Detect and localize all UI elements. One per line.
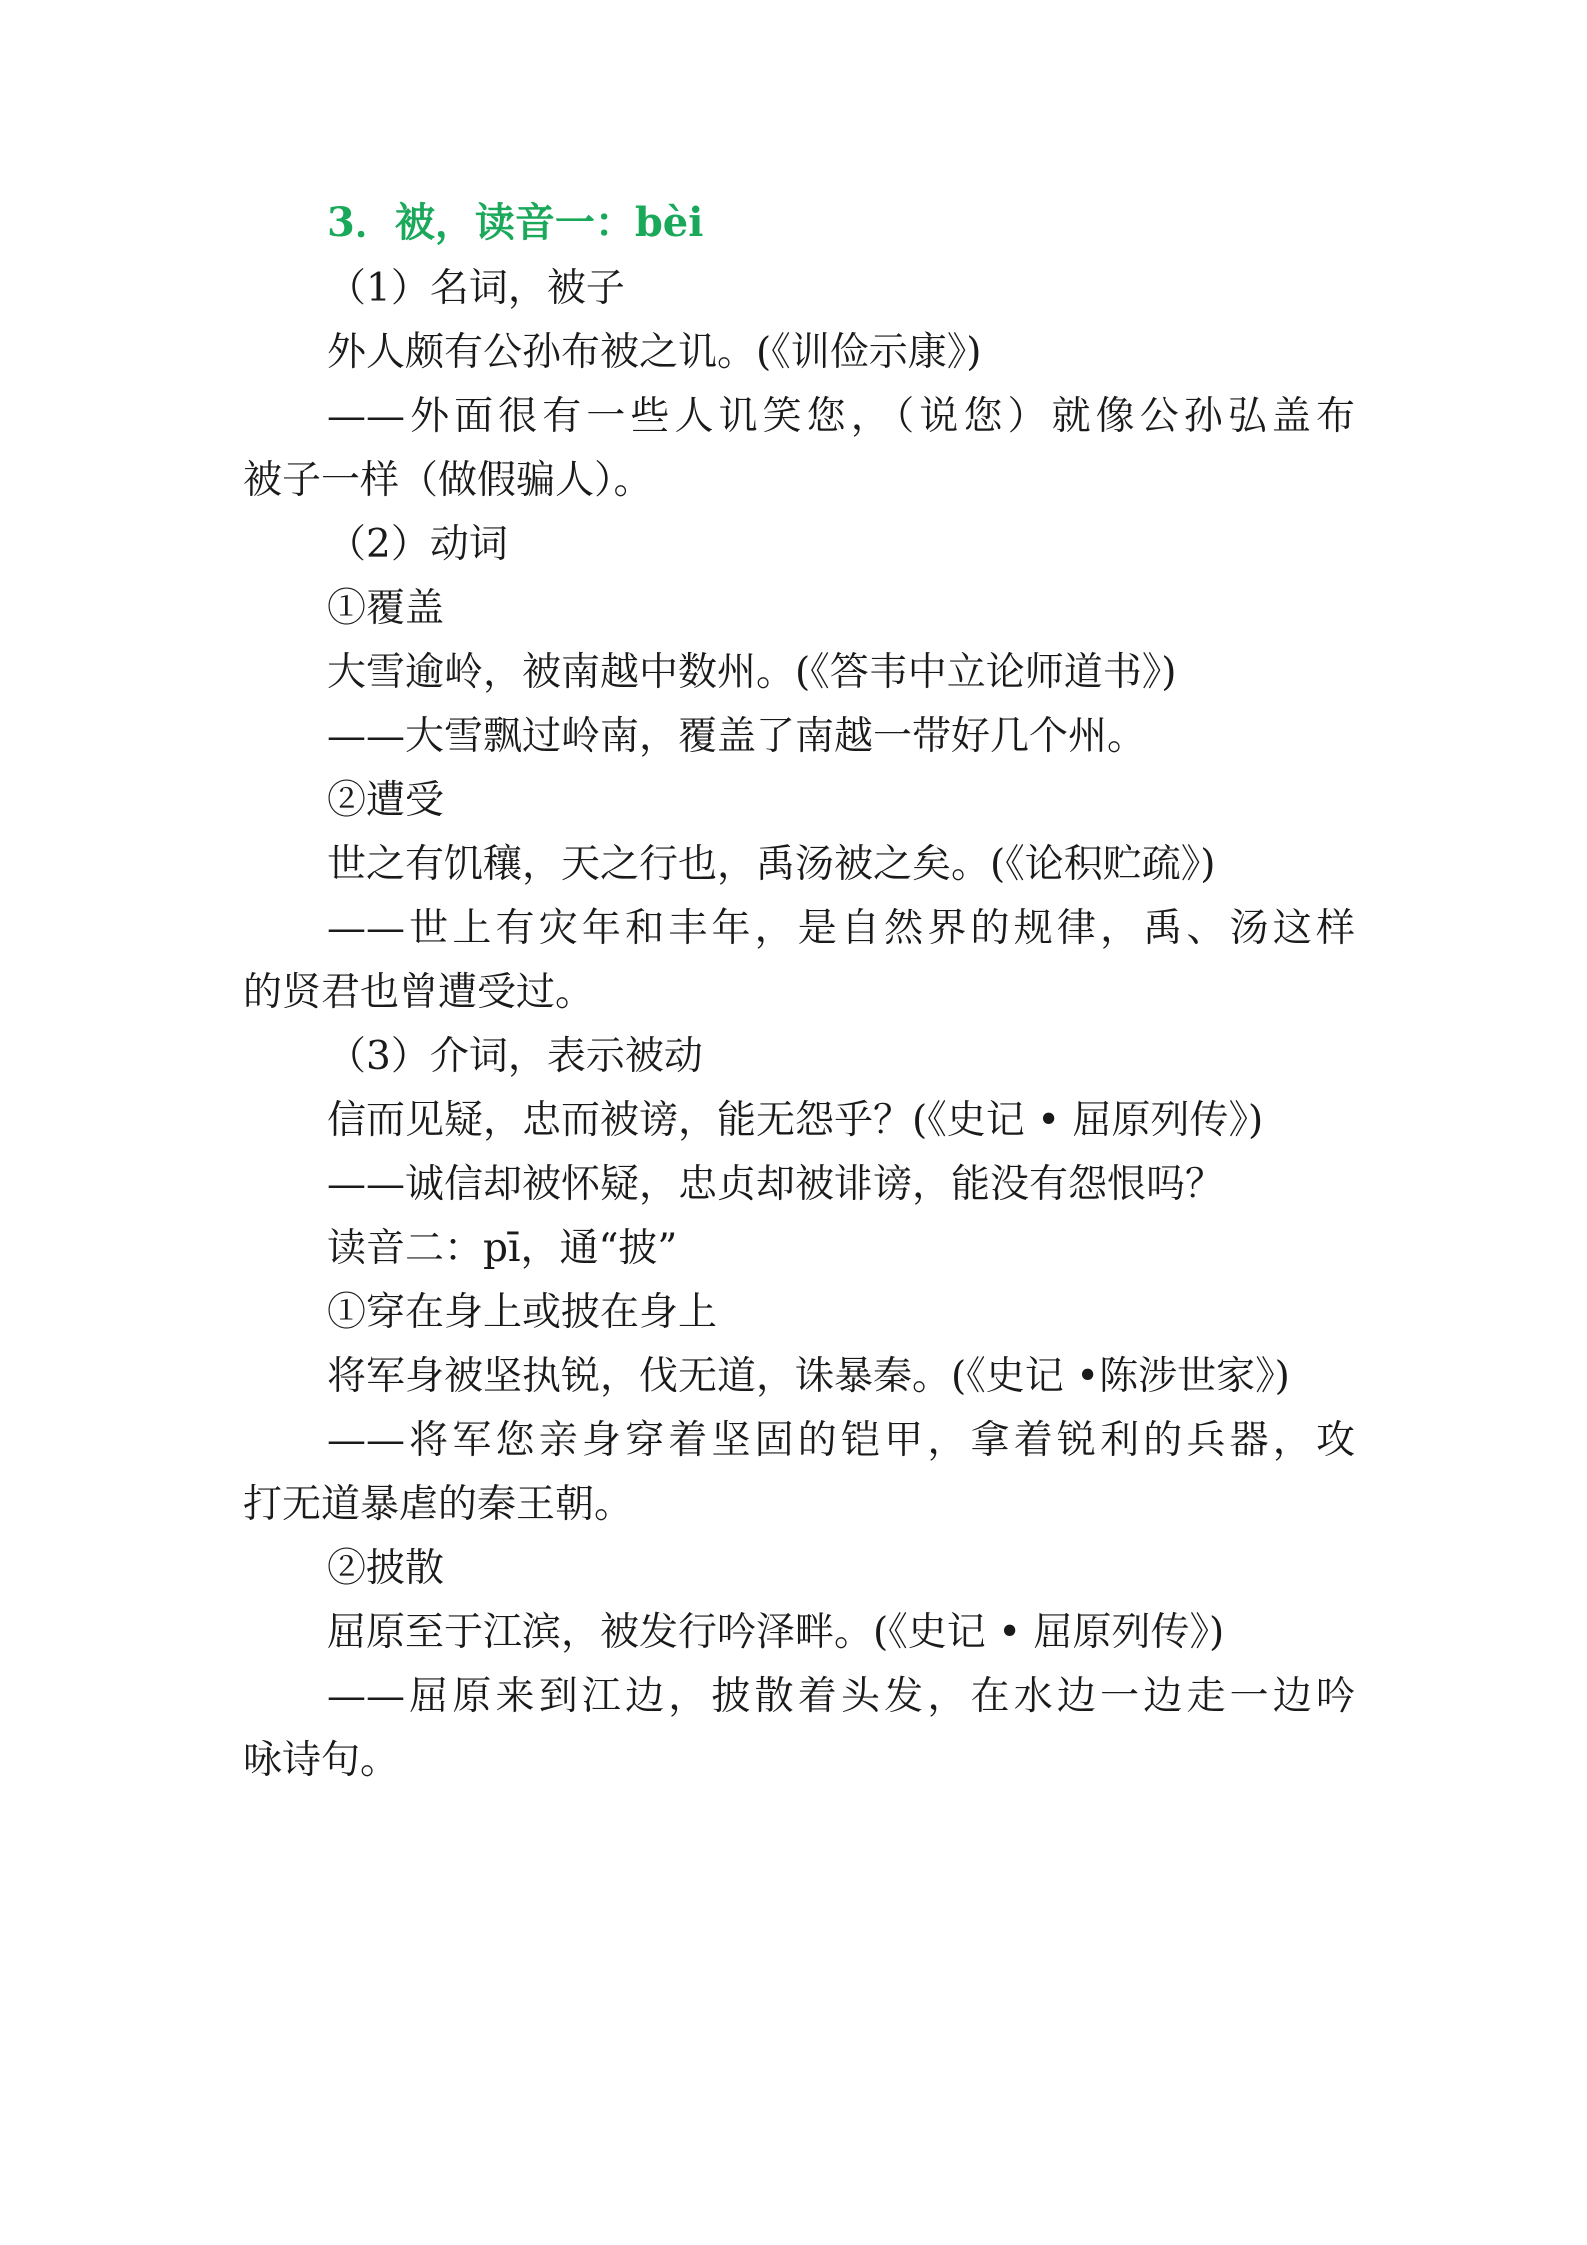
example-sentence: 将军身被坚执锐，伐无道，诛暴秦。(《史记 •陈涉世家》)	[327, 1354, 1290, 1399]
example-sentence: 外人颇有公孙布被之讥。(《训俭示康》)	[327, 330, 982, 375]
sub-sense-title: ①覆盖	[327, 586, 445, 631]
translation-line-cont: 的贤君也曾遭受过。	[243, 970, 595, 1015]
translation-line-cont: 被子一样（做假骗人）。	[243, 458, 653, 503]
example-sentence: 信而见疑，忠而被谤，能无怨乎？(《史记 • 屈原列传》)	[327, 1098, 1264, 1143]
sense-2-title: （2）动词	[327, 522, 508, 567]
translation-line: ——将军您亲身穿着坚固的铠甲，拿着锐利的兵器，攻	[327, 1418, 1355, 1463]
translation-line: ——大雪飘过岭南，覆盖了南越一带好几个州。	[327, 714, 1147, 759]
sense-3-title: （3）介词，表示被动	[327, 1034, 703, 1079]
sub-sense-title: ②遭受	[327, 778, 445, 823]
translation-line: ——诚信却被怀疑，忠贞却被诽谤，能没有怨恨吗？	[327, 1162, 1225, 1207]
translation-line-cont: 咏诗句。	[243, 1738, 400, 1783]
example-sentence: 世之有饥穰，天之行也，禹汤被之矣。(《论积贮疏》)	[327, 842, 1216, 887]
sense-1-title: （1）名词，被子	[327, 266, 625, 311]
translation-line-cont: 打无道暴虐的秦王朝。	[243, 1482, 634, 1527]
translation-line: ——外面很有一些人讥笑您，（说您）就像公孙弘盖布	[327, 394, 1355, 439]
section-heading: 3．被，读音一：bèi	[327, 199, 704, 246]
sub-sense-title: ①穿在身上或披在身上	[327, 1290, 718, 1335]
example-sentence: 大雪逾岭，被南越中数州。(《答韦中立论师道书》)	[327, 650, 1177, 695]
example-sentence: 屈原至于江滨，被发行吟泽畔。(《史记 • 屈原列传》)	[327, 1610, 1225, 1655]
translation-line: ——屈原来到江边，披散着头发，在水边一边走一边吟	[327, 1674, 1355, 1719]
translation-line: ——世上有灾年和丰年，是自然界的规律，禹、汤这样	[327, 906, 1355, 951]
sub-sense-title: ②披散	[327, 1546, 445, 1591]
reading-2-title: 读音二：pī，通“披”	[327, 1226, 678, 1271]
